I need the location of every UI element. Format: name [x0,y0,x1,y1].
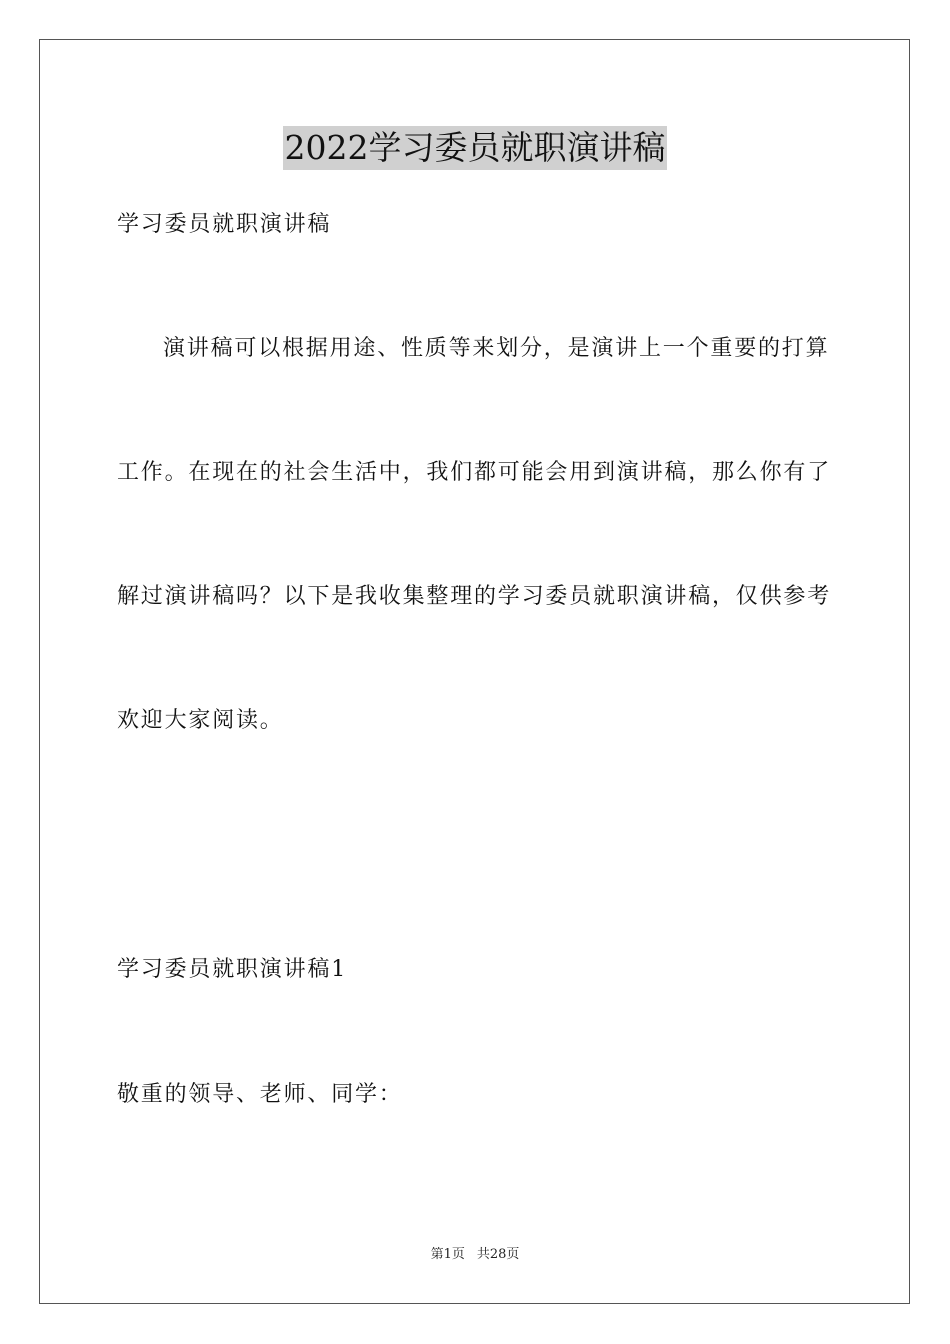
total-pages: 共28页 [476,1247,520,1262]
document-title: 2022学习委员就职演讲稿 [283,126,668,170]
intro-line-1: 演讲稿可以根据用途、性质等来划分，是演讲上一个重要的打算 [163,336,830,361]
title-container [0,126,950,170]
intro-line-4: 欢迎大家阅读。 [117,708,284,733]
intro-line-2: 工作。在现在的社会生活中，我们都可能会用到演讲稿，那么你有了 [117,460,832,485]
section-heading: 学习委员就职演讲稿1 [117,957,347,982]
page-number: 第1页 [430,1247,465,1262]
page-footer [0,1246,950,1264]
greeting-line: 敬重的领导、老师、同学： [117,1082,403,1107]
document-subtitle: 学习委员就职演讲稿 [117,212,332,237]
intro-line-3: 解过演讲稿吗？以下是我收集整理的学习委员就职演讲稿，仅供参考 [117,584,832,609]
